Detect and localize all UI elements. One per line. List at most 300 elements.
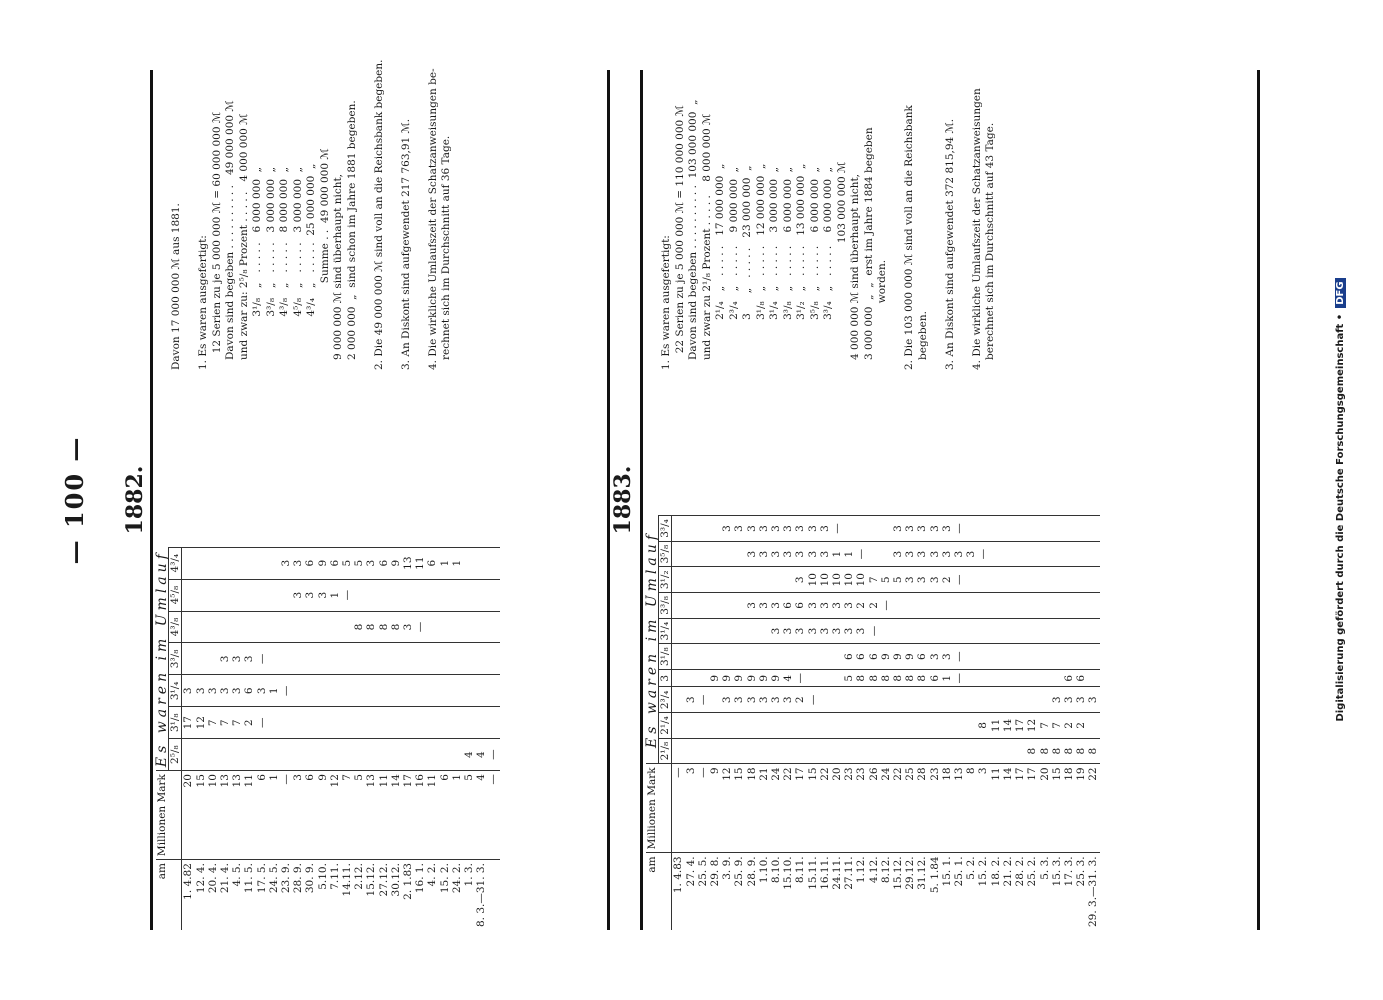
- rate-cell: [1014, 516, 1026, 542]
- rate-cell: [709, 593, 721, 619]
- rate-cell: 6: [378, 547, 390, 579]
- rate-cell: [782, 738, 794, 764]
- rate-cell: 11: [414, 547, 426, 579]
- rate-cell: [439, 643, 451, 675]
- rate-cell: 14: [1002, 713, 1014, 739]
- rate-cell: 17: [182, 707, 195, 739]
- rate-cell: [268, 643, 280, 675]
- rate-cell: [1002, 567, 1014, 593]
- rate-cell: [929, 713, 941, 739]
- rate-cell: [672, 644, 685, 670]
- rate-cell: [182, 579, 195, 611]
- rate-cell: [990, 593, 1002, 619]
- million-cell: 6: [304, 771, 316, 860]
- rate-cell: —: [697, 687, 709, 713]
- rate-cell: [697, 593, 709, 619]
- rate-cell: 3: [794, 567, 806, 593]
- table-row: [758, 516, 770, 930]
- rate-cell: [365, 675, 377, 707]
- rate-cell: 3: [807, 541, 819, 567]
- rate-cell: [1087, 516, 1099, 542]
- million-cell: 24: [880, 764, 892, 853]
- rate-cell: [672, 738, 685, 764]
- rate-cell: 9: [770, 669, 782, 687]
- rate-cell: 3: [819, 541, 831, 567]
- table-row: [1039, 516, 1051, 930]
- rate-cell: [402, 643, 414, 675]
- rate-cell: [868, 541, 880, 567]
- year-heading-1882: 1882.: [122, 465, 148, 535]
- rate-cell: 3: [207, 675, 219, 707]
- rate-cell: [904, 687, 916, 713]
- rate-cell: [243, 739, 255, 771]
- date-cell: 27. 4.: [685, 853, 697, 930]
- rate-cell: 3: [855, 618, 867, 644]
- rate-column-header: 2¹/₈: [659, 738, 672, 764]
- rate-cell: [256, 547, 268, 579]
- rate-cell: [341, 707, 353, 739]
- date-cell: 31.12.: [916, 853, 928, 930]
- rate-cell: 6: [782, 593, 794, 619]
- rate-cell: [353, 675, 365, 707]
- rate-cell: [487, 547, 499, 579]
- rate-cell: 6: [1063, 669, 1075, 687]
- rate-cell: [378, 675, 390, 707]
- rate-cell: 6: [243, 675, 255, 707]
- million-cell: 5: [463, 771, 475, 860]
- rate-cell: [807, 669, 819, 687]
- rate-cell: [929, 618, 941, 644]
- rate-column-header: 3³/₄: [659, 516, 672, 542]
- rate-cell: [758, 738, 770, 764]
- rate-cell: [475, 707, 487, 739]
- rate-cell: [292, 643, 304, 675]
- rate-cell: 3: [941, 516, 953, 542]
- table-row: [746, 516, 758, 930]
- rate-cell: [390, 739, 402, 771]
- column-header-million: Millionen Mark: [156, 771, 182, 860]
- rate-cell: 3: [904, 567, 916, 593]
- rate-column-header: 3¹/₄: [169, 675, 182, 707]
- rate-cell: [1039, 567, 1051, 593]
- million-cell: 1: [268, 771, 280, 860]
- rate-cell: —: [341, 579, 353, 611]
- date-cell: [487, 860, 499, 930]
- rate-cell: [1075, 567, 1087, 593]
- rate-cell: [721, 644, 733, 670]
- rate-cell: [219, 739, 231, 771]
- rate-cell: [1051, 644, 1063, 670]
- rate-cell: 3: [195, 675, 207, 707]
- rate-cell: 10: [807, 567, 819, 593]
- table-row: [953, 516, 965, 930]
- rate-cell: 8: [365, 611, 377, 643]
- rate-cell: [329, 707, 341, 739]
- rate-cell: [341, 611, 353, 643]
- rate-cell: [402, 739, 414, 771]
- rate-cell: [243, 579, 255, 611]
- date-cell: 29. 8.: [709, 853, 721, 930]
- rate-cell: [782, 567, 794, 593]
- rate-cell: 9: [892, 644, 904, 670]
- date-cell: 23. 9.: [280, 860, 292, 930]
- rate-cell: [1026, 669, 1038, 687]
- rate-cell: [1087, 644, 1099, 670]
- rate-cell: [868, 713, 880, 739]
- rate-cell: 3: [256, 675, 268, 707]
- million-cell: 5: [353, 771, 365, 860]
- date-cell: 5. 1.84: [929, 853, 941, 930]
- rate-cell: 3: [1063, 687, 1075, 713]
- rate-cell: [182, 611, 195, 643]
- rate-cell: [990, 738, 1002, 764]
- rate-cell: [426, 611, 438, 643]
- rate-cell: [207, 547, 219, 579]
- rate-cell: —: [487, 739, 499, 771]
- rate-cell: [855, 713, 867, 739]
- date-cell: 21. 4.: [219, 860, 231, 930]
- rate-cell: 3: [758, 593, 770, 619]
- rate-cell: [243, 611, 255, 643]
- million-cell: 13: [219, 771, 231, 860]
- rate-cell: [439, 739, 451, 771]
- million-cell: 18: [941, 764, 953, 853]
- table-row: [256, 547, 268, 930]
- rate-cell: [709, 644, 721, 670]
- rate-cell: [697, 567, 709, 593]
- rate-cell: [892, 687, 904, 713]
- date-cell: 4. 5.: [231, 860, 243, 930]
- year-heading-1883: 1883.: [610, 465, 636, 535]
- rate-cell: 3: [892, 541, 904, 567]
- date-cell: 2.12.: [353, 860, 365, 930]
- column-header-date: am: [646, 853, 672, 930]
- table-row: [378, 547, 390, 930]
- million-cell: 11: [990, 764, 1002, 853]
- rate-cell: 3: [402, 611, 414, 643]
- rate-cell: 3: [733, 516, 745, 542]
- rate-cell: [463, 579, 475, 611]
- rate-cell: 3: [929, 516, 941, 542]
- rate-cell: [733, 567, 745, 593]
- rate-column-header: 3: [659, 669, 672, 687]
- section-1882: [150, 59, 610, 930]
- rate-cell: 3: [365, 547, 377, 579]
- rate-cell: [672, 713, 685, 739]
- million-cell: 9: [709, 764, 721, 853]
- rate-cell: [317, 611, 329, 643]
- rate-cell: [868, 687, 880, 713]
- rate-cell: [439, 611, 451, 643]
- rate-cell: [916, 713, 928, 739]
- date-cell: 16.11.: [819, 853, 831, 930]
- rate-cell: [1063, 644, 1075, 670]
- rate-cell: [463, 675, 475, 707]
- million-cell: 16: [414, 771, 426, 860]
- rate-cell: [280, 611, 292, 643]
- rate-cell: [733, 541, 745, 567]
- rate-cell: 3: [219, 643, 231, 675]
- rate-cell: [402, 675, 414, 707]
- rate-cell: [990, 567, 1002, 593]
- section-1883: [640, 70, 1260, 930]
- date-cell: 30.12.: [390, 860, 402, 930]
- rate-cell: 3: [182, 675, 195, 707]
- rate-cell: [1026, 687, 1038, 713]
- million-cell: 22: [819, 764, 831, 853]
- rate-cell: [1014, 644, 1026, 670]
- rate-cell: [292, 675, 304, 707]
- rate-cell: [426, 643, 438, 675]
- rate-cell: [365, 707, 377, 739]
- rate-cell: [965, 687, 977, 713]
- rate-cell: [733, 738, 745, 764]
- rate-cell: 3: [721, 516, 733, 542]
- table-row: [231, 547, 243, 930]
- rate-cell: [855, 738, 867, 764]
- rate-cell: [880, 713, 892, 739]
- rate-cell: [1014, 669, 1026, 687]
- million-cell: 15: [733, 764, 745, 853]
- rate-cell: [1026, 516, 1038, 542]
- rate-cell: [439, 707, 451, 739]
- rate-cell: [709, 618, 721, 644]
- rate-cell: [268, 611, 280, 643]
- table-row: [329, 547, 341, 930]
- rate-cell: [1002, 541, 1014, 567]
- table-row: [207, 547, 219, 930]
- digitization-footer: [1335, 0, 1346, 1000]
- rate-cell: [365, 739, 377, 771]
- rate-cell: [904, 713, 916, 739]
- rate-cell: [195, 579, 207, 611]
- rate-cell: 3: [904, 516, 916, 542]
- table-row: [721, 516, 733, 930]
- rate-cell: [487, 611, 499, 643]
- million-cell: 6: [256, 771, 268, 860]
- table-row: [770, 516, 782, 930]
- rate-cell: [672, 541, 685, 567]
- rate-column-header: 3¹/₈: [659, 644, 672, 670]
- rate-cell: 3: [807, 618, 819, 644]
- million-cell: 3: [685, 764, 697, 853]
- million-cell: 21: [758, 764, 770, 853]
- rate-column-header: 3³/₈: [659, 593, 672, 619]
- rate-cell: —: [855, 541, 867, 567]
- rate-cell: 3: [794, 618, 806, 644]
- rate-column-header: 3⁵/₈: [659, 541, 672, 567]
- rate-cell: 4: [782, 669, 794, 687]
- rate-cell: [475, 611, 487, 643]
- rate-cell: 1: [843, 541, 855, 567]
- rate-cell: [317, 675, 329, 707]
- rate-cell: [292, 739, 304, 771]
- rate-cell: [770, 713, 782, 739]
- rate-cell: [329, 643, 341, 675]
- rate-cell: 3: [1051, 687, 1063, 713]
- rate-cell: [353, 739, 365, 771]
- rate-cell: 3: [746, 541, 758, 567]
- million-cell: —: [487, 771, 499, 860]
- table-row: [304, 547, 316, 930]
- rate-cell: 8: [892, 669, 904, 687]
- rate-cell: 3: [794, 516, 806, 542]
- date-cell: 25. 5.: [697, 853, 709, 930]
- rate-cell: [1063, 567, 1075, 593]
- million-cell: 11: [426, 771, 438, 860]
- rate-cell: [831, 644, 843, 670]
- table-row: [1063, 516, 1075, 930]
- rate-cell: 3: [758, 516, 770, 542]
- rate-cell: [807, 713, 819, 739]
- rate-cell: [685, 713, 697, 739]
- rate-cell: [685, 593, 697, 619]
- million-cell: 11: [378, 771, 390, 860]
- rate-cell: [414, 579, 426, 611]
- rate-cell: [304, 643, 316, 675]
- rate-cell: [819, 713, 831, 739]
- table-row: [1014, 516, 1026, 930]
- rate-cell: —: [794, 669, 806, 687]
- table-row: [1075, 516, 1087, 930]
- million-cell: 8: [965, 764, 977, 853]
- circulation-table-1882: [156, 547, 500, 930]
- rate-cell: 9: [709, 669, 721, 687]
- rate-cell: [953, 713, 965, 739]
- rate-cell: 3: [929, 644, 941, 670]
- rate-cell: 7: [1039, 713, 1051, 739]
- date-cell: 12. 4.: [195, 860, 207, 930]
- rate-cell: [953, 593, 965, 619]
- date-cell: 15. 2.: [977, 853, 989, 930]
- rate-cell: 12: [1026, 713, 1038, 739]
- date-cell: 27.11.: [843, 853, 855, 930]
- rate-cell: —: [953, 567, 965, 593]
- rate-cell: [843, 738, 855, 764]
- rate-cell: [1039, 541, 1051, 567]
- rate-cell: [475, 579, 487, 611]
- dfg-logo: DFG: [1335, 278, 1346, 307]
- million-cell: 23: [855, 764, 867, 853]
- rate-cell: [746, 738, 758, 764]
- rate-cell: [965, 713, 977, 739]
- rate-cell: [770, 644, 782, 670]
- rate-cell: [709, 567, 721, 593]
- rate-cell: 2: [868, 593, 880, 619]
- rate-cell: [941, 713, 953, 739]
- rate-cell: 3: [721, 687, 733, 713]
- rate-cell: [965, 567, 977, 593]
- rate-cell: [1014, 687, 1026, 713]
- rate-cell: 10: [843, 567, 855, 593]
- rate-cell: [378, 707, 390, 739]
- rate-cell: [1051, 541, 1063, 567]
- rate-cell: [1014, 593, 1026, 619]
- rate-cell: 5: [353, 547, 365, 579]
- column-header-circulation: Es waren im Umlauf: [646, 516, 659, 764]
- rate-cell: [904, 618, 916, 644]
- table-row: [880, 516, 892, 930]
- rate-cell: 1: [451, 547, 463, 579]
- rate-cell: [831, 713, 843, 739]
- rate-cell: [1087, 669, 1099, 687]
- rate-cell: [487, 579, 499, 611]
- rate-cell: 2: [1063, 713, 1075, 739]
- rate-cell: [892, 713, 904, 739]
- rate-cell: 2: [855, 593, 867, 619]
- date-cell: 5.10.: [317, 860, 329, 930]
- rate-cell: 3: [758, 687, 770, 713]
- rate-cell: [1063, 541, 1075, 567]
- table-row: [855, 516, 867, 930]
- rate-cell: [1026, 541, 1038, 567]
- table-row: [929, 516, 941, 930]
- rate-cell: [733, 618, 745, 644]
- million-cell: 3: [977, 764, 989, 853]
- million-cell: 13: [231, 771, 243, 860]
- million-cell: —: [697, 764, 709, 853]
- rate-cell: [219, 611, 231, 643]
- rate-cell: [685, 644, 697, 670]
- rate-cell: [746, 713, 758, 739]
- date-cell: 4.12.: [868, 853, 880, 930]
- rate-cell: [182, 643, 195, 675]
- rate-cell: 3: [733, 687, 745, 713]
- date-cell: 24. 5.: [268, 860, 280, 930]
- rate-cell: [207, 739, 219, 771]
- rate-cell: [341, 739, 353, 771]
- table-row: [195, 547, 207, 930]
- rate-cell: [317, 707, 329, 739]
- rate-cell: [304, 611, 316, 643]
- rate-cell: [819, 644, 831, 670]
- rate-cell: 7: [207, 707, 219, 739]
- million-cell: 20: [182, 771, 195, 860]
- million-cell: 14: [1002, 764, 1014, 853]
- rate-cell: [770, 738, 782, 764]
- rate-cell: [463, 643, 475, 675]
- rate-cell: 3: [819, 516, 831, 542]
- date-cell: 8.10.: [770, 853, 782, 930]
- date-cell: 25. 9.: [733, 853, 745, 930]
- rate-cell: [1002, 516, 1014, 542]
- million-cell: 10: [207, 771, 219, 860]
- rate-cell: 3: [758, 541, 770, 567]
- rate-cell: [880, 738, 892, 764]
- rate-cell: [831, 687, 843, 713]
- date-cell: 5. 2.: [965, 853, 977, 930]
- rate-cell: 3: [770, 687, 782, 713]
- rate-cell: [697, 541, 709, 567]
- rate-cell: 3: [782, 516, 794, 542]
- rate-cell: [1002, 644, 1014, 670]
- rate-cell: [390, 675, 402, 707]
- million-cell: 17: [794, 764, 806, 853]
- rate-cell: 3: [292, 547, 304, 579]
- date-cell: 21. 2.: [1002, 853, 1014, 930]
- rate-cell: 8: [1075, 738, 1087, 764]
- rate-column-header: 2⁵/₈: [169, 739, 182, 771]
- date-cell: 15.12.: [892, 853, 904, 930]
- rate-cell: 8: [1026, 738, 1038, 764]
- rate-cell: 3: [280, 547, 292, 579]
- rate-cell: 8: [378, 611, 390, 643]
- rate-cell: 3: [941, 541, 953, 567]
- rate-cell: [697, 669, 709, 687]
- table-row: [819, 516, 831, 930]
- rate-cell: [1087, 713, 1099, 739]
- rate-cell: [439, 675, 451, 707]
